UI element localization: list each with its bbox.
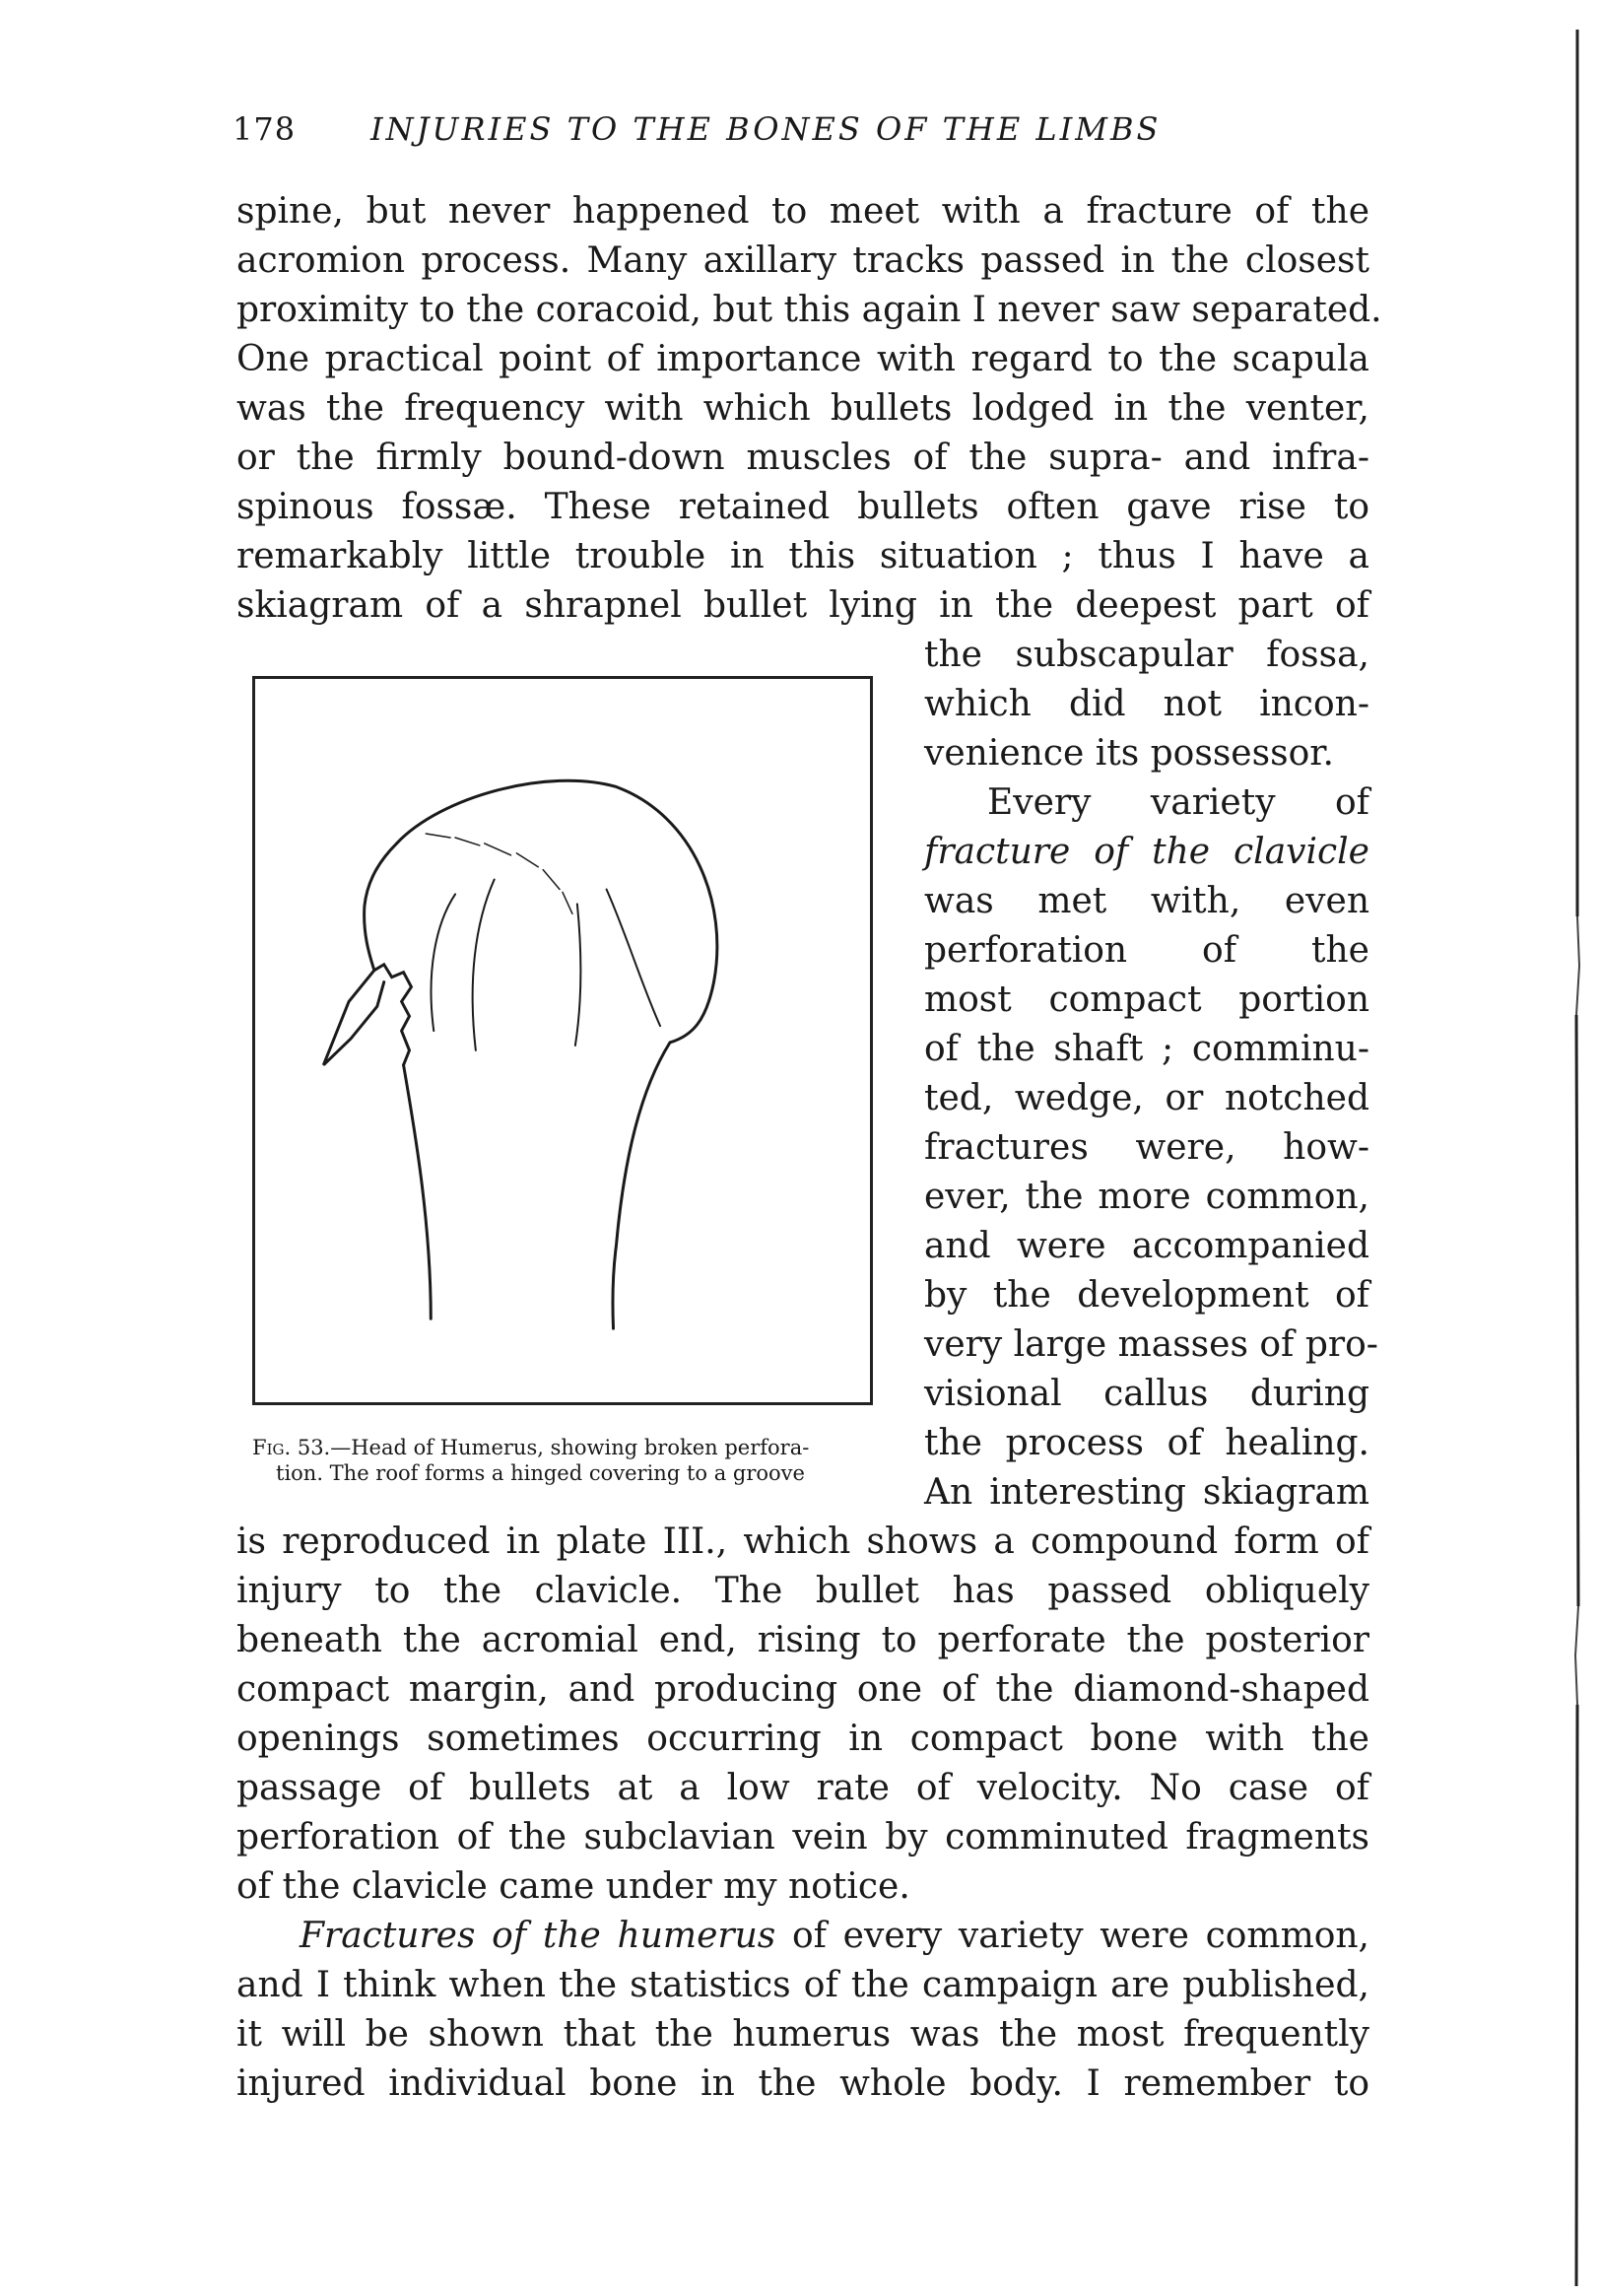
body-line: spine, but never happened to meet with a fracture of the — [236, 191, 1369, 232]
figure-label: Fig. 53. — [252, 1436, 331, 1459]
body-line: is reproduced in plate III., which shows a compound form of — [236, 1521, 1369, 1562]
wrap-line: An interesting skiagram — [924, 1472, 1369, 1513]
page-number: 178 — [233, 110, 297, 148]
running-head — [233, 110, 1366, 160]
page-edge-shadow — [1571, 30, 1583, 2286]
wrap-line: was met with, even — [924, 881, 1369, 921]
body-line: perforation of the subclavian vein by comminuted fragments — [236, 1817, 1369, 1857]
figure-caption — [252, 1435, 893, 1486]
wrap-line: which did not incon- — [924, 684, 1369, 724]
body-line: was the frequency with which bullets lodged in the venter, — [236, 388, 1369, 429]
wrap-line: fractures were, how- — [924, 1127, 1369, 1168]
wrap-line: of the shaft ; comminu- — [924, 1029, 1369, 1069]
body-line: injury to the clavicle. The bullet has passed obliquely — [236, 1571, 1369, 1611]
humerus-lead-rest: of every variety were common, — [775, 1916, 1370, 1956]
body-line: spinous fossæ. These retained bullets often gave rise to — [236, 487, 1369, 527]
wrap-line: the process of healing. — [924, 1423, 1369, 1463]
humerus-illustration — [255, 679, 870, 1402]
wrap-line: very large masses of pro- — [924, 1324, 1378, 1365]
body-line: One practical point of importance with regard to the scapula — [236, 339, 1369, 379]
body-line: acromion process. Many axillary tracks passed in the closest — [236, 240, 1369, 281]
body-line: beneath the acromial end, rising to perforate the posterior — [236, 1620, 1369, 1660]
body-line-humerus — [236, 1912, 1369, 1961]
body-line: proximity to the coracoid, but this again I never saw separated. — [236, 290, 1382, 330]
body-line: openings sometimes occurring in compact bone with the — [236, 1719, 1369, 1759]
wrap-line: visional callus during — [924, 1374, 1369, 1414]
body-line: of the clavicle came under my notice. — [236, 1866, 910, 1907]
figure-humerus — [252, 676, 873, 1405]
humerus-topic: Fractures of the humerus — [300, 1916, 776, 1956]
body-line: passage of bullets at a low rate of velocity. No case of — [236, 1768, 1369, 1808]
wrap-line: and were accompanied — [924, 1226, 1369, 1266]
body-line: remarkably little trouble in this situation ; thus I have a — [236, 536, 1369, 576]
body-line: it will be shown that the humerus was the most frequently — [236, 2014, 1369, 2055]
edge-shadow-graphic — [1571, 30, 1583, 2286]
body-line: and I think when the statistics of the campaign are published, — [236, 1965, 1369, 2005]
wrap-line: most compact portion — [924, 979, 1369, 1020]
running-title: INJURIES TO THE BONES OF THE LIMBS — [370, 110, 1162, 148]
wrap-line: venience its possessor. — [924, 733, 1334, 774]
caption-text-2: tion. The roof forms a hinged covering to a groove — [276, 1461, 805, 1485]
body-line: or the firmly bound-down muscles of the supra- and infra- — [236, 438, 1369, 478]
body-line: skiagram of a shrapnel bullet lying in the deepest part of — [236, 585, 1369, 626]
wrap-line: the subscapular fossa, — [924, 635, 1369, 675]
wrap-line: Every variety of — [987, 782, 1369, 823]
wrap-line: ever, the more common, — [924, 1177, 1369, 1217]
caption-text-1: —Head of Humerus, showing broken perfora- — [330, 1436, 810, 1459]
wrap-line: ted, wedge, or notched — [924, 1078, 1369, 1118]
body-line: injured individual bone in the whole body. I remember to — [236, 2063, 1369, 2104]
caption-line — [252, 1435, 893, 1460]
wrap-line: by the development of — [924, 1275, 1369, 1316]
clavicle-topic: fracture of the clavicle — [924, 832, 1369, 872]
wrap-line: perforation of the — [924, 930, 1369, 971]
wrap-line-italic — [924, 828, 1369, 877]
body-line: compact margin, and producing one of the diamond-shaped — [236, 1669, 1369, 1710]
